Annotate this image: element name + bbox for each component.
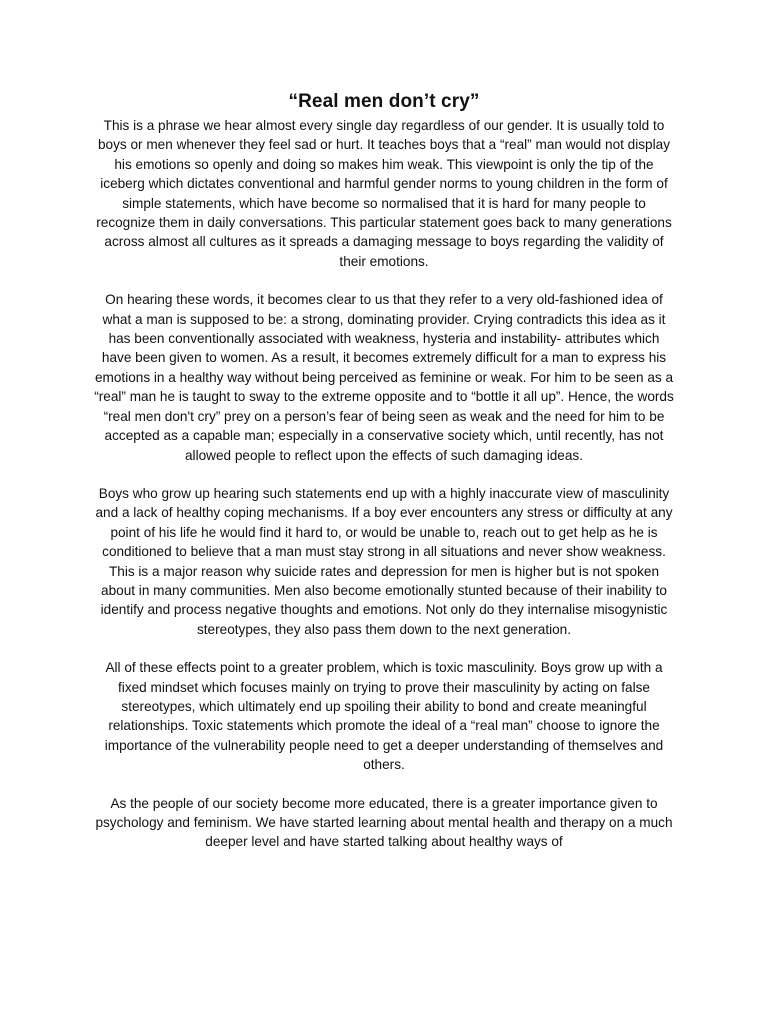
- paragraph-4: All of these effects point to a greater problem, which is toxic masculinity. Boys grow up with a fixed mindset which focuses mainly on trying to prove their masculinity by acting on false stereotypes, which ultimately end up spoiling their ability to bond and create meaningful relationships. Toxic statements which promote the ideal of a “real man” choose to ignore the importance of the vulnerability people need to get a deeper understanding of themselves and others.: [104, 660, 664, 773]
- paragraph-5: As the people of our society become more educated, there is a greater importance given to psychology and feminism. We have started learning about mental health and therapy on a much deeper level and have started talking about healthy ways of: [95, 795, 673, 850]
- paragraph-3: Boys who grow up hearing such statements end up with a highly inaccurate view of masculinity and a lack of healthy coping mechanisms. If a boy ever encounters any stress or difficulty at any point of his life he would find it hard to, or would be unable to, reach out to get help as he is conditioned to believe that a man must stay strong in all situations and never show weakness. This is a major reason why suicide rates and depression for men is higher but is not spoken about in many communities. Men also become emotionally stunted because of their inability to identify and process negative thoughts and emotions. Not only do they internalise misogynistic stereotypes, they also pass them down to the next generation.: [95, 485, 673, 637]
- document-title: “Real men don’t cry”: [288, 91, 480, 112]
- paragraph-2: On hearing these words, it becomes clear to us that they refer to a very old-fashioned idea of what a man is supposed to be: a strong, dominating provider. Crying contradicts this idea as it has been conventionally associated with weakness, hysteria and instability- attributes which have been given to women. As a result, it becomes extremely difficult for a man to express his emotions in a healthy way without being perceived as feminine or weak. For him to be seen as a “real” man he is taught to sway to the extreme opposite and to “bottle it all up”. Hence, the words “real men don't cry” prey on a person’s fear of being seen as weak and the need for him to be accepted as a capable man; especially in a conservative society which, until recently, has not allowed people to reflect upon the effects of such damaging ideas.: [94, 292, 674, 463]
- paragraph-1: This is a phrase we hear almost every single day regardless of our gender. It is usually told to boys or men whenever they feel sad or hurt. It teaches boys that a “real” man would not display his emotions so openly and doing so makes him weak. This viewpoint is only the tip of the iceberg which dictates conventional and harmful gender norms to young children in the form of simple statements, which have become so normalised that it is hard for many people to recognize them in daily conversations. This particular statement goes back to many generations across almost all cultures as it spreads a damaging message to boys regarding the validity of their emotions.: [96, 118, 672, 269]
- document-body: [94, 90, 674, 871]
